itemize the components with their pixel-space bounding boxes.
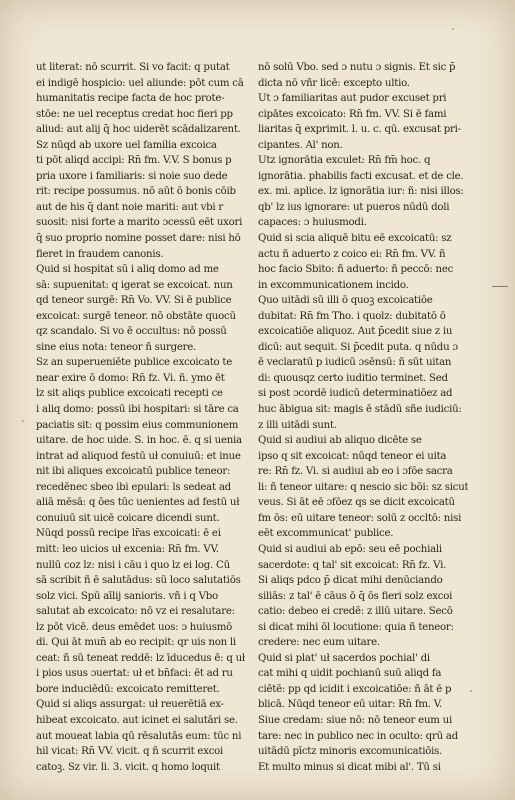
text-line: veus. Si āt eē ɔfōez qs se dicit excoicatū <box>258 497 455 509</box>
text-line: aut de his q̄ dant noie mariti: aut vbi r <box>36 201 224 213</box>
text-line: fieret in fraudem canonis. <box>36 248 164 260</box>
text-line: uitare. de hoc uide. S. in hoc. ē. q si uenia <box>36 435 242 447</box>
text-line: paciatis sit: q possim eius communionem <box>36 419 239 431</box>
text-line: i pios usus ɔuertat: uł et bn̄faci: ēt ad ru <box>36 668 233 680</box>
text-line: Siue credam: siue nō: nō teneor eum ui <box>258 714 452 726</box>
text-line: i aliq domo: possū ibi hospitari: si tāre ca <box>36 404 239 416</box>
text-line: ipso q sit excoicat: nūqd teneor ei uita <box>258 450 447 462</box>
text-line: nullū coz lz: nisi i cāu i quo lz ei log. Cū <box>36 559 230 571</box>
text-line: ex. mi. aplice. lz ignorātia iur: ñ: nisi illos: <box>258 186 464 198</box>
text-line: recedēnec sbeo ibi epulari: ls sedeat ad <box>36 481 231 493</box>
text-line: Utz ignorātia exculet: Rn̄ fm̄ hoc. q <box>258 155 431 167</box>
text-line: hoc facio Sbito: ñ aduerto: ñ peccō: nec <box>258 264 454 276</box>
text-line: ceat: ñ sū teneat reddē: lz īducedus ē: q uł <box>36 652 245 664</box>
text-line: intrat ad aliquod festū uł conuiuū: et inue <box>36 450 241 462</box>
text-line: si post ɔcordē iudicū determinatiōez ad <box>258 388 453 400</box>
text-line: Et multo minus si dicat mibi al'. Tū si <box>258 761 441 773</box>
text-line: sā scribit ñ ē salutādus: sū loco salutatiōs <box>36 575 241 587</box>
text-line: credere: nec eum uitare. <box>258 637 380 649</box>
text-line: near exire ō domo: Rn̄ fz. Vi. ñ. ymo ēt <box>36 372 225 384</box>
text-line: Quid si scia aliquē bitu eē excoicatū: sz <box>258 233 452 245</box>
text-line: qb' lz ius ignorare: ut pueros nūdū doli <box>258 201 450 213</box>
text-line: Nūqd possū recipe lr̄as excoicati: ē ei <box>36 528 221 540</box>
text-line: Quid si hospitat sū i aliq domo ad me <box>36 264 219 276</box>
text-line: aut moueat labia qū rēsalutās eum: tūc ni <box>36 730 242 742</box>
text-line: Si aliqs pdco p̄ dicat mihi denūciando <box>258 575 443 587</box>
text-line: lz sit aliqs publice excoicati recepti ce <box>36 388 223 400</box>
paper-speck <box>452 28 454 30</box>
text-line: fm ōs: eū uitare teneor: solū z occltō: nisi <box>258 512 462 524</box>
text-line: aliud: aut alij q̄ hoc uiderēt scādalizarent. <box>36 124 241 136</box>
text-line: cipantes. Al' non. <box>258 139 343 151</box>
paper-speck <box>470 690 472 692</box>
text-line: Ut ɔ familiaritas aut pudor excuset pri <box>258 93 447 105</box>
text-line: re: Rn̄ fz. Vi. si audiui ab eo i ɔfōe sacra <box>258 466 453 478</box>
text-line: dicū: aut sequit. Si p̄cedit puta. q nūdu ɔ <box>258 341 458 353</box>
text-line: cat mihi q uidit pochianū suū aliqd fa <box>258 668 442 680</box>
text-line: eēt excommunicat' publice. <box>258 528 394 540</box>
text-line: qd teneor surgē: Rn̄ Vo. VV. Si ē publice <box>36 295 232 307</box>
text-line: ei indigē hospicio: uel aliunde: pōt cum cā <box>36 77 244 89</box>
text-line: in excommunicationem incido. <box>258 279 409 291</box>
text-line: actu ñ aduerto z coico ei: Rn̄ fm. VV. ñ <box>258 248 446 260</box>
text-line: qz scandalo. Si vo ē occultus: nō possū <box>36 326 227 338</box>
text-line: hibeat excoicato. aut icinet ei salutāri se. <box>36 714 238 726</box>
text-line: siliās: z tal' ē cāus ō q̄ ōs fieri solz excoi <box>258 590 453 602</box>
text-line: bore induciēdū: excoicato remitteret. <box>36 683 220 695</box>
text-line: liaritas q̄ exprimit. l. u. c. qū. excusat pri- <box>258 124 461 136</box>
text-line: blicā. Nūqd teneor eū uitar: Rn̄ fm. V. <box>258 699 443 711</box>
text-line: mitt: leo uicios uł excenia: Rn̄ fm. VV. <box>36 543 219 555</box>
text-line: ut literat: nō scurrit. Si vo facit: q putat <box>36 62 230 73</box>
text-line: Quid si audiui ab aliquo dicēte se <box>258 435 422 447</box>
right-text-column <box>258 60 468 775</box>
text-line: huc ābigua sit: magis ē stādū sñe iudiciū: <box>258 404 462 416</box>
text-line: sine eius nota: teneor ñ surgere. <box>36 341 197 353</box>
text-line: lz pōt vicē. deus emēdet uos: ɔ huiusmō <box>36 621 233 633</box>
text-line: di: quousqz certo iuditio terminet. Sed <box>258 372 448 384</box>
text-line: sā: supuenitat: q igerat se excoicat. nun <box>36 279 233 291</box>
text-line: capaces: ɔ huiusmodi. <box>258 217 367 229</box>
text-line: catoꝫ. Sz vir. li. 3. vicit. q homo loquit <box>36 761 220 773</box>
text-line: nō solū Vbo. sed ɔ nutu ɔ signis. Et sic p̄ <box>258 62 456 73</box>
text-line: Sz nūqd ab uxore uel familia excoica <box>36 139 217 151</box>
paper-speck <box>22 420 24 422</box>
text-line: dicta nō vñr licē: excepto ultio. <box>258 77 410 89</box>
text-line: solz vici. Spū aīlij sanioris. vñ i q Vbo <box>36 590 218 602</box>
text-line: tare: nec in publico nec in oculto: qrū ad <box>258 730 458 742</box>
text-line: sacerdote: q tal' sit excoicat: Rn̄ fz. Vi. <box>258 559 447 571</box>
left-text-column <box>36 60 246 775</box>
text-line: catio: debeo ei credē: z illū uitare. Secō <box>258 606 453 618</box>
text-line: ti pōt aliqd accipi: Rn̄ fm. V.V. S bonus p <box>36 155 232 167</box>
margin-mark <box>492 286 508 287</box>
text-line: ē veclaratū p iudicū ɔsēnsū: ñ sūt uitan <box>258 357 452 369</box>
text-line: Sz an superueniēte publice excoicato te <box>36 357 233 369</box>
text-line: salutat ab excoicato: nō vz ei resalutare: <box>36 606 235 618</box>
text-line: ignorātia. phabilis facti excusat. et de cle. <box>258 170 464 182</box>
text-line: humanitatis recipe facta de hoc prote- <box>36 93 225 105</box>
text-line: Quid si plat' uł sacerdos pochial' di <box>258 652 430 664</box>
text-line: q̄ suo proprio nomine posset dare: nisi hō <box>36 233 241 245</box>
text-line: Quo uitādi sū illi ō quoꝫ excoicatiōe <box>258 295 433 307</box>
text-line: hil vicat: Rn̄ VV. vicit. q ñ scurrit excoi <box>36 746 224 758</box>
text-line: aliā mēsā: q ōes tūc uenientes ad festū uł <box>36 497 240 509</box>
text-line: Quid si audiui ab epō: seu eē pochiali <box>258 543 442 555</box>
text-line: rit: recipe possumus. nō aūt ō bonis cōib <box>36 186 236 198</box>
text-line: pria uxore i familiaris: si noie suo dede <box>36 170 228 182</box>
text-line: ciētē: pp qd icidit i excoicatiōe: ñ āt ē p <box>258 683 452 695</box>
text-line: nit ibi aliques excoicatū publice teneor: <box>36 466 231 478</box>
text-line: li: ñ teneor uitare: q nescio sic bōi: sz sicut <box>258 481 468 493</box>
text-line: stōe: ne uel receptus credat hoc fieri pp <box>36 108 233 120</box>
text-line: excoicat: surgē teneor. nō obstāte quocū <box>36 310 236 322</box>
text-line: conuiuū sit uicē coicare dicendi sunt. <box>36 512 220 524</box>
text-line: excoicatiōe aliquoz. Aut p̄cedit siue z iu <box>258 326 453 338</box>
text-line: z illi uitādi sunt. <box>258 419 337 431</box>
text-line: Quid si aliqs assurgat: uł reuerētiā ex- <box>36 699 224 711</box>
text-line: di. Qui āt mun̄ ab eo recipit: qr uis non li <box>36 637 236 649</box>
text-line: dubitat: Rn̄ fm Tho. i quolz: dubitatō ō <box>258 310 446 322</box>
text-line: cipātes excoicato: Rn̄ fm. VV. Si ē fami <box>258 108 447 120</box>
text-line: uitādū pīctz minoris excomunicatiōis. <box>258 746 443 758</box>
text-line: si dicat mihi ōl locutione: quia ñ teneor: <box>258 621 454 633</box>
text-line: suosit: nisi forte a marito ɔcessū eēt uxori <box>36 217 243 229</box>
